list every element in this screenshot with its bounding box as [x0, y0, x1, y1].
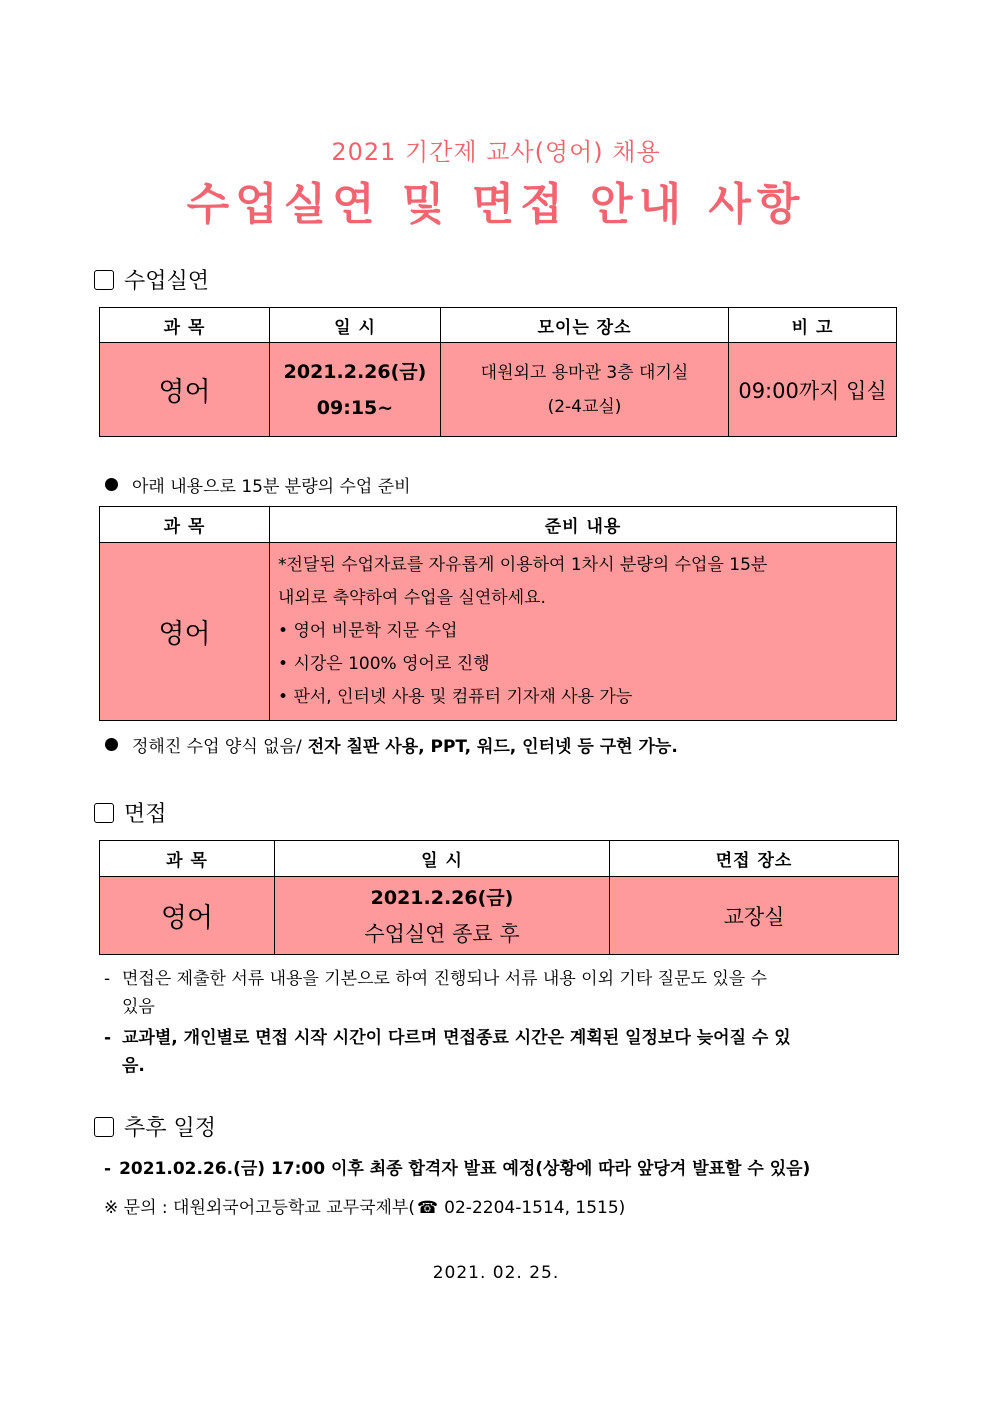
prep-item: • 시강은 100% 영어로 진행	[278, 654, 490, 674]
bullet-dot-icon	[105, 478, 118, 491]
table-header: 과 목	[100, 841, 275, 877]
date-text: 2021.2.26(금)	[370, 886, 514, 909]
table-header: 일 시	[270, 308, 441, 343]
format-bullet	[105, 732, 678, 757]
document-title: 수업실연 및 면접 안내 사항	[186, 179, 806, 230]
place-line2: (2-4교실)	[547, 396, 622, 417]
checkbox-icon	[94, 803, 114, 823]
checkbox-icon	[94, 270, 114, 290]
prep-intro-line2: 내외로 축약하여 수업을 실연하세요.	[278, 588, 546, 608]
format-bullet-bold: 전자 칠판 사용, PPT, 워드, 인터넷 등 구현 가능.	[307, 737, 678, 757]
place-cell	[441, 343, 729, 437]
prep-item: • 영어 비문학 지문 수업	[278, 621, 458, 641]
checkbox-icon	[94, 1117, 114, 1137]
table-header: 과 목	[100, 507, 270, 543]
interview-note-2	[104, 1024, 899, 1080]
prep-content-cell	[270, 543, 897, 721]
section-heading-interview	[94, 797, 167, 828]
prep-table	[99, 506, 897, 721]
section-heading-demo-label: 수업실연	[124, 269, 210, 294]
time-text: 수업실연 종료 후	[364, 921, 520, 946]
time-text: 09:15~	[316, 396, 394, 419]
demo-schedule-table	[99, 307, 897, 437]
prep-item: • 판서, 인터넷 사용 및 컴퓨터 기자재 사용 가능	[278, 687, 633, 707]
subject-cell: 영어	[100, 543, 270, 721]
place-cell: 교장실	[610, 877, 899, 955]
date-text: 2021.2.26(금)	[283, 360, 427, 383]
note-cell: 09:00까지 입실	[729, 343, 897, 437]
place-line1: 대원외고 용마관 3층 대기실	[480, 362, 689, 383]
note-line: - 교과별, 개인별로 면접 시작 시간이 다르며 면접종료 시간은 계획된 일정보다 늦어질 수 있	[104, 1028, 791, 1048]
subject-cell: 영어	[100, 877, 275, 955]
prep-bullet	[105, 472, 411, 497]
interview-table	[99, 840, 899, 955]
table-header: 모이는 장소	[441, 308, 729, 343]
note-line: 있음	[122, 997, 155, 1017]
table-header: 비 고	[729, 308, 897, 343]
prep-intro-line1: *전달된 수업자료를 자유롭게 이용하여 1차시 분량의 수업을 15분	[278, 555, 768, 575]
contact-prefix: ※ 문의 : 대원외국어고등학교 교무국제부(	[104, 1198, 415, 1218]
format-bullet-text: 정해진 수업 양식 없음/	[132, 737, 302, 757]
subject-cell: 영어	[100, 343, 270, 437]
schedule-item: - 2021.02.26.(금) 17:00 이후 최종 합격자 발표 예정(상황에 따라 앞당겨 발표할 수 있음)	[104, 1159, 811, 1179]
table-header: 일 시	[275, 841, 610, 877]
note-line: 음.	[122, 1056, 145, 1076]
datetime-cell	[270, 343, 441, 437]
bullet-dot-icon	[105, 738, 118, 751]
document-date: 2021. 02. 25.	[432, 1263, 560, 1283]
note-line: - 면접은 제출한 서류 내용을 기본으로 하여 진행되나 서류 내용 이외 기타 질문도 있을 수	[104, 969, 768, 989]
interview-note-1	[104, 965, 899, 1021]
contact-line	[104, 1194, 625, 1222]
table-header: 면접 장소	[610, 841, 899, 877]
section-heading-schedule	[94, 1111, 216, 1142]
datetime-cell	[275, 877, 610, 955]
table-header: 준비 내용	[270, 507, 897, 543]
document-subtitle: 2021 기간제 교사(영어) 채용	[331, 138, 661, 166]
section-heading-schedule-label: 추후 일정	[124, 1116, 217, 1141]
contact-phone: 02-2204-1514, 1515)	[444, 1198, 626, 1218]
table-header: 과 목	[100, 308, 270, 343]
section-heading-interview-label: 면접	[124, 802, 167, 827]
section-heading-demo	[94, 264, 209, 295]
phone-icon: ☎	[416, 1198, 439, 1218]
prep-bullet-text: 아래 내용으로 15분 분량의 수업 준비	[132, 477, 411, 497]
